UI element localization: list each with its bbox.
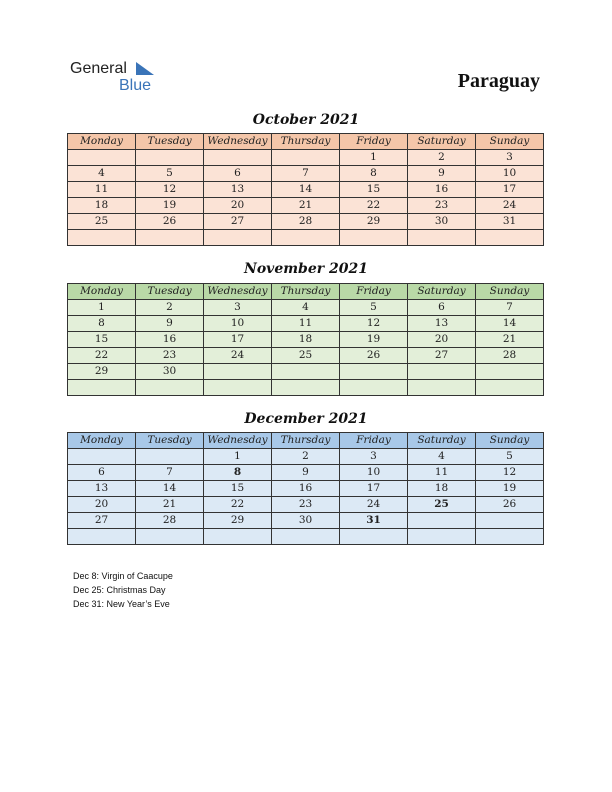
day-cell: 10	[476, 166, 544, 182]
week-row	[68, 182, 544, 198]
weekday-header: Sunday	[476, 134, 544, 150]
day-cell: 25	[68, 214, 136, 230]
day-cell: 28	[272, 214, 340, 230]
weekday-header: Wednesday	[204, 134, 272, 150]
day-cell	[340, 380, 408, 396]
day-cell: 9	[272, 465, 340, 481]
day-cell	[408, 364, 476, 380]
day-cell: 10	[204, 316, 272, 332]
weekday-header: Tuesday	[136, 433, 204, 449]
week-row	[68, 481, 544, 497]
day-cell: 29	[204, 513, 272, 529]
logo-triangle-icon	[134, 62, 154, 76]
day-cell: 8	[204, 465, 272, 481]
day-cell: 15	[68, 332, 136, 348]
week-row	[68, 166, 544, 182]
day-cell: 14	[272, 182, 340, 198]
day-cell	[68, 529, 136, 545]
weekday-header: Tuesday	[136, 134, 204, 150]
weekday-header: Friday	[340, 433, 408, 449]
week-row	[68, 214, 544, 230]
day-cell: 27	[408, 348, 476, 364]
holiday-note: Dec 8: Virgin of Caacupe	[73, 571, 173, 581]
week-row	[68, 465, 544, 481]
day-cell: 23	[408, 198, 476, 214]
day-cell: 17	[204, 332, 272, 348]
day-cell: 30	[408, 214, 476, 230]
day-cell: 3	[340, 449, 408, 465]
day-cell: 28	[136, 513, 204, 529]
day-cell: 6	[68, 465, 136, 481]
day-cell: 1	[68, 300, 136, 316]
day-cell: 27	[68, 513, 136, 529]
day-cell: 3	[476, 150, 544, 166]
day-cell: 9	[136, 316, 204, 332]
day-cell	[272, 364, 340, 380]
day-cell	[204, 150, 272, 166]
calendar-october	[67, 133, 544, 246]
day-cell: 22	[340, 198, 408, 214]
week-row	[68, 497, 544, 513]
month-title-december: December 2021	[244, 411, 368, 427]
holiday-notes	[73, 569, 173, 611]
day-cell: 1	[204, 449, 272, 465]
day-cell: 19	[136, 198, 204, 214]
day-cell: 22	[68, 348, 136, 364]
week-row	[68, 529, 544, 545]
week-row	[68, 230, 544, 246]
day-cell: 21	[136, 497, 204, 513]
day-cell: 3	[204, 300, 272, 316]
day-cell: 2	[136, 300, 204, 316]
weekday-header: Thursday	[272, 433, 340, 449]
logo-text-blue: Blue	[119, 77, 152, 94]
day-cell: 9	[408, 166, 476, 182]
day-cell: 26	[340, 348, 408, 364]
day-cell: 8	[340, 166, 408, 182]
day-cell: 27	[204, 214, 272, 230]
day-cell: 13	[204, 182, 272, 198]
week-row	[68, 316, 544, 332]
day-cell: 4	[408, 449, 476, 465]
day-cell	[136, 230, 204, 246]
day-cell: 7	[476, 300, 544, 316]
week-row	[68, 198, 544, 214]
month-title-november: November 2021	[244, 261, 368, 277]
day-cell: 16	[408, 182, 476, 198]
day-cell	[204, 230, 272, 246]
day-cell	[340, 230, 408, 246]
week-row	[68, 348, 544, 364]
day-cell: 20	[204, 198, 272, 214]
day-cell	[136, 150, 204, 166]
day-cell	[136, 380, 204, 396]
day-cell: 11	[68, 182, 136, 198]
day-cell: 31	[340, 513, 408, 529]
day-cell	[272, 230, 340, 246]
day-cell: 20	[408, 332, 476, 348]
day-cell	[476, 364, 544, 380]
day-cell	[340, 529, 408, 545]
day-cell	[272, 380, 340, 396]
weekday-header: Saturday	[408, 284, 476, 300]
day-cell	[408, 380, 476, 396]
day-cell: 31	[476, 214, 544, 230]
day-cell	[68, 449, 136, 465]
day-cell	[476, 529, 544, 545]
day-cell: 30	[136, 364, 204, 380]
day-cell	[408, 230, 476, 246]
week-row	[68, 150, 544, 166]
day-cell: 10	[340, 465, 408, 481]
day-cell: 12	[476, 465, 544, 481]
day-cell: 18	[68, 198, 136, 214]
week-row	[68, 300, 544, 316]
day-cell: 11	[408, 465, 476, 481]
day-cell: 15	[340, 182, 408, 198]
day-cell: 25	[272, 348, 340, 364]
day-cell: 19	[476, 481, 544, 497]
country-title: Paraguay	[457, 70, 540, 92]
day-cell	[68, 380, 136, 396]
weekday-header: Tuesday	[136, 284, 204, 300]
day-cell: 19	[340, 332, 408, 348]
day-cell: 12	[340, 316, 408, 332]
weekday-header: Saturday	[408, 433, 476, 449]
day-cell: 14	[136, 481, 204, 497]
week-row	[68, 513, 544, 529]
day-cell: 11	[272, 316, 340, 332]
day-cell: 4	[272, 300, 340, 316]
weekday-header: Thursday	[272, 134, 340, 150]
logo	[70, 60, 170, 96]
holiday-note: Dec 31: New Year’s Eve	[73, 599, 170, 609]
day-cell	[136, 449, 204, 465]
day-cell: 6	[204, 166, 272, 182]
day-cell: 17	[476, 182, 544, 198]
calendar-november	[67, 283, 544, 396]
day-cell: 13	[408, 316, 476, 332]
day-cell: 15	[204, 481, 272, 497]
day-cell: 28	[476, 348, 544, 364]
day-cell: 23	[272, 497, 340, 513]
day-cell: 21	[272, 198, 340, 214]
weekday-header: Wednesday	[204, 284, 272, 300]
day-cell: 30	[272, 513, 340, 529]
day-cell	[68, 150, 136, 166]
day-cell: 25	[408, 497, 476, 513]
day-cell: 29	[68, 364, 136, 380]
weekday-header-row	[68, 284, 544, 300]
day-cell	[476, 513, 544, 529]
day-cell: 20	[68, 497, 136, 513]
weekday-header: Monday	[68, 134, 136, 150]
weekday-header: Monday	[68, 284, 136, 300]
day-cell: 16	[272, 481, 340, 497]
day-cell	[136, 529, 204, 545]
week-row	[68, 380, 544, 396]
day-cell	[408, 513, 476, 529]
day-cell: 14	[476, 316, 544, 332]
day-cell	[408, 529, 476, 545]
day-cell	[204, 380, 272, 396]
day-cell: 29	[340, 214, 408, 230]
weekday-header-row	[68, 134, 544, 150]
weekday-header: Friday	[340, 134, 408, 150]
day-cell: 12	[136, 182, 204, 198]
day-cell: 13	[68, 481, 136, 497]
day-cell: 17	[340, 481, 408, 497]
weekday-header: Friday	[340, 284, 408, 300]
day-cell: 5	[340, 300, 408, 316]
day-cell: 2	[272, 449, 340, 465]
day-cell	[272, 150, 340, 166]
day-cell	[476, 380, 544, 396]
calendar-december	[67, 432, 544, 545]
day-cell	[68, 230, 136, 246]
day-cell	[340, 364, 408, 380]
day-cell	[204, 529, 272, 545]
day-cell: 8	[68, 316, 136, 332]
weekday-header: Sunday	[476, 433, 544, 449]
day-cell	[476, 230, 544, 246]
week-row	[68, 449, 544, 465]
day-cell	[272, 529, 340, 545]
logo-text-general: General	[70, 60, 127, 77]
weekday-header: Wednesday	[204, 433, 272, 449]
day-cell: 24	[340, 497, 408, 513]
day-cell: 7	[272, 166, 340, 182]
month-title-october: October 2021	[252, 112, 360, 128]
day-cell: 26	[136, 214, 204, 230]
day-cell: 6	[408, 300, 476, 316]
day-cell: 22	[204, 497, 272, 513]
weekday-header: Monday	[68, 433, 136, 449]
day-cell: 24	[476, 198, 544, 214]
day-cell: 5	[136, 166, 204, 182]
day-cell: 5	[476, 449, 544, 465]
week-row	[68, 364, 544, 380]
day-cell: 7	[136, 465, 204, 481]
day-cell: 18	[272, 332, 340, 348]
weekday-header: Sunday	[476, 284, 544, 300]
day-cell: 16	[136, 332, 204, 348]
weekday-header-row	[68, 433, 544, 449]
day-cell: 4	[68, 166, 136, 182]
day-cell: 2	[408, 150, 476, 166]
day-cell: 1	[340, 150, 408, 166]
weekday-header: Saturday	[408, 134, 476, 150]
day-cell: 24	[204, 348, 272, 364]
day-cell	[204, 364, 272, 380]
week-row	[68, 332, 544, 348]
day-cell: 26	[476, 497, 544, 513]
day-cell: 23	[136, 348, 204, 364]
day-cell: 18	[408, 481, 476, 497]
day-cell: 21	[476, 332, 544, 348]
holiday-note: Dec 25: Christmas Day	[73, 585, 166, 595]
weekday-header: Thursday	[272, 284, 340, 300]
